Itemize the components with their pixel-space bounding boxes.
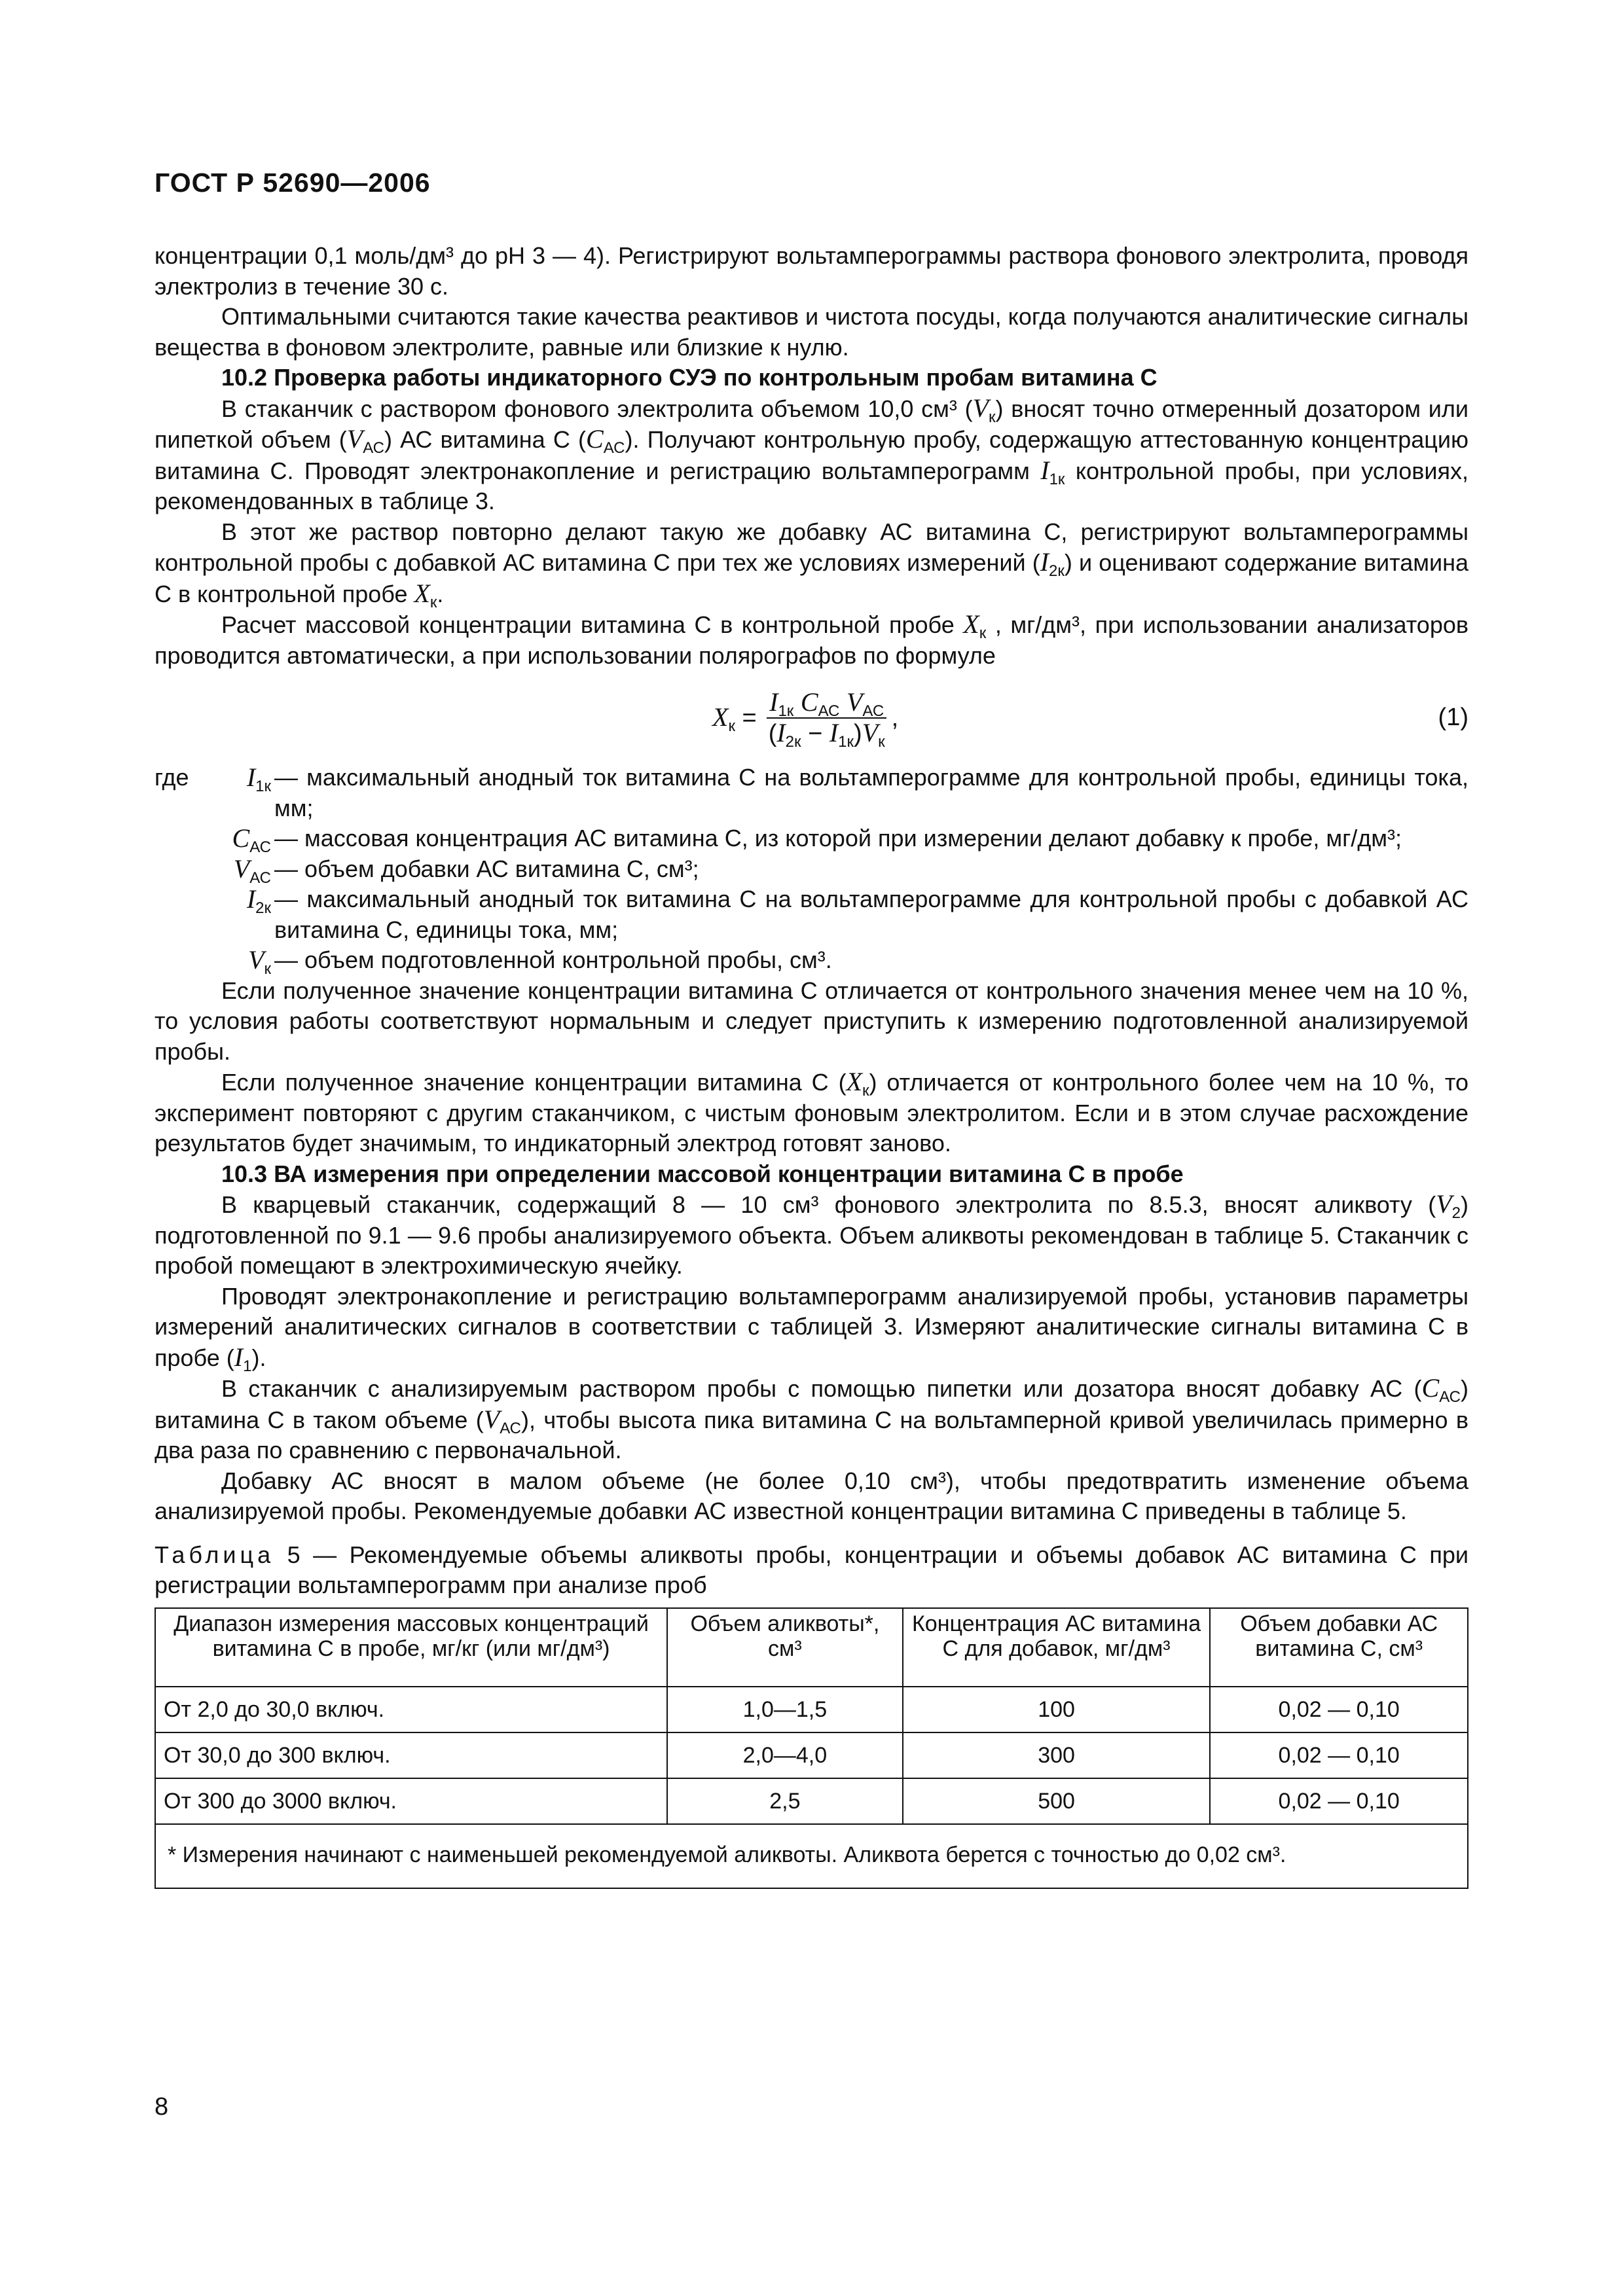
document-header: ГОСТ Р 52690—2006 xyxy=(155,168,431,198)
paragraph: Оптимальными считаются такие качества реактивов и чистота посуды, когда получаются аналитические сигналы вещества в фоновом электролите, равные или близкие к нулю. xyxy=(155,303,1468,361)
table-note-row xyxy=(155,1824,1468,1888)
table-cell: От 300 до 3000 включ. xyxy=(155,1778,667,1824)
symbol-definitions xyxy=(155,762,1468,976)
table-cell: От 2,0 до 30,0 включ. xyxy=(155,1687,667,1732)
paragraph: концентрации 0,1 моль/дм³ до pH 3 — 4). Регистрируют вольтамперограммы раствора фонового электролита, проводя электролиз в течение 30 с. xyxy=(155,242,1468,300)
table-cell: 0,02 — 0,10 xyxy=(1210,1687,1468,1732)
paragraph: Если полученное значение концентрации витамина С $(X_к)$ отличается от контрольного более чем на 10 %, то эксперимент повторяют с другим стаканчиком, с чистым фоновым электролитом. Если и в этом случае расхождение результатов будет значимым, то индикаторный электрод готовят заново. xyxy=(155,1067,1468,1157)
table-row xyxy=(155,1687,1468,1732)
paragraph: В стаканчик с раствором фонового электролита объемом 10,0 см³ $(V_к)$ вносят точно отмеренный дозатором или пипеткой объем $(V_{АС})$ АС витамина С $(C_{АС})$. Получают контрольную пробу, содержащую аттестованную концентрацию витамина С. Проводят электронакопление и регистрацию вольтамперограмм $I_{1к}$ контрольной пробы, при условиях, рекомендованных в таблице 3. xyxy=(155,393,1468,514)
paragraph: Проводят электронакопление и регистрацию вольтамперограмм анализируемой пробы, установив параметры измерений аналитических сигналов в соответствии с таблицей 3. Измеряют аналитические сигналы витамина С в пробе $(I_1)$. xyxy=(155,1282,1468,1375)
table-row xyxy=(155,1778,1468,1824)
table-header-cell: Объем аликвоты*, см³ xyxy=(667,1608,903,1687)
table-row xyxy=(155,1732,1468,1778)
definition-cac: $C_{АС}$ — массовая концентрация АС витамина С, из которой при измерении делают добавку к пробе, мг/дм³; xyxy=(232,823,1402,856)
table-cell: От 30,0 до 300 включ. xyxy=(155,1732,667,1778)
table-cell: 1,0—1,5 xyxy=(667,1687,903,1732)
definition-vac: $V_{АС}$ — объем добавки АС витамина С, см³; xyxy=(233,853,699,887)
table-cell: 2,5 xyxy=(667,1778,903,1824)
paragraph: В этот же раствор повторно делают такую же добавку АС витамина С, регистрируют вольтамперограммы контрольной пробы с добавкой АС витамина С при тех же условиях измерений $(I_{2к})$ и оценивают содержание витамина С в контрольной пробе $X_к$. xyxy=(155,518,1468,611)
page-number: 8 xyxy=(155,2093,169,2121)
equation-number: (1) xyxy=(1438,704,1468,731)
table-footnote: * Измерения начинают с наименьшей рекомендуемой аликвоты. Аликвота берется с точностью до 0,02 см³. xyxy=(155,1824,1468,1888)
table-header-row xyxy=(155,1608,1468,1687)
table-cell: 0,02 — 0,10 xyxy=(1210,1778,1468,1824)
document-body xyxy=(155,241,1468,1889)
data-table xyxy=(155,1607,1468,1889)
definition-i1k: где $I_{1к}$ — максимальный анодный ток витамина С на вольтамперограмме для контрольной пробы, единицы тока, мм; xyxy=(155,762,1468,821)
table-cell: 100 xyxy=(903,1687,1211,1732)
table-cell: 2,0—4,0 xyxy=(667,1732,903,1778)
definition-i2k: $I_{2к}$ — максимальный анодный ток витамина С на вольтамперограмме для контрольной пробы с добавкой АС витамина С, единицы тока, мм; xyxy=(246,884,1468,943)
formula-1 xyxy=(155,676,1468,759)
section-heading-10-3: 10.3 ВА измерения при определении массовой концентрации витамина С в пробе xyxy=(221,1160,1184,1187)
paragraph: В кварцевый стаканчик, содержащий 8 — 10 см³ фонового электролита по 8.5.3, вносят аликвоту $(V_2)$ подготовленной по 9.1 — 9.6 пробы анализируемого объекта. Объем аликвоты рекомендован в таблице 5. Стаканчик с пробой помещают в электрохимическую ячейку. xyxy=(155,1189,1468,1279)
table-header-cell: Объем добавки АС витамина С, см³ xyxy=(1210,1608,1468,1687)
paragraph: Если полученное значение концентрации витамина С отличается от контрольного значения менее чем на 10 %, то условия работы соответствуют нормальным и следует приступить к измерению подготовленной анализируемой пробы. xyxy=(155,977,1468,1065)
section-heading-10-2: 10.2 Проверка работы индикаторного СУЭ по контрольным пробам витамина С xyxy=(221,364,1158,391)
formula-expression: $X_к$ = $\frac{I_{1к} C_{АС} V_{АС}}{(I_{2к} - I_{1к})V_к}$ , xyxy=(712,687,899,751)
paragraph: Расчет массовой концентрации витамина С в контрольной пробе $X_к$ , мг/дм³, при использовании анализаторов проводится автоматически, а при использовании полярографов по формуле xyxy=(155,609,1468,669)
table-caption: Таблица 5 — Рекомендуемые объемы аликвоты пробы, концентрации и объемы добавок АС витамина С при регистрации вольтамперограмм при анализе проб xyxy=(155,1541,1468,1598)
table-cell: 300 xyxy=(903,1732,1211,1778)
table-header-cell: Концентрация АС витамина С для добавок, мг/дм³ xyxy=(903,1608,1211,1687)
paragraph: В стаканчик с анализируемым раствором пробы с помощью пипетки или дозатора вносят добавку АС $(C_{АС})$ витамина С в таком объеме $(V_{АС})$, чтобы высота пика витамина С на вольтамперной кривой увеличилась примерно в два раза по сравнению с первоначальной. xyxy=(155,1373,1468,1463)
table-header-cell: Диапазон измерения массовых концентраций витамина С в пробе, мг/кг (или мг/дм³) xyxy=(155,1608,667,1687)
definition-vk: $V_к$ — объем подготовленной контрольной пробы, см³. xyxy=(248,945,832,978)
paragraph: Добавку АС вносят в малом объеме (не более 0,10 см³), чтобы предотвратить изменение объема анализируемой пробы. Рекомендуемые добавки АС известной концентрации витамина С приведены в таблице 5. xyxy=(155,1467,1468,1524)
table-cell: 500 xyxy=(903,1778,1211,1824)
table-cell: 0,02 — 0,10 xyxy=(1210,1732,1468,1778)
